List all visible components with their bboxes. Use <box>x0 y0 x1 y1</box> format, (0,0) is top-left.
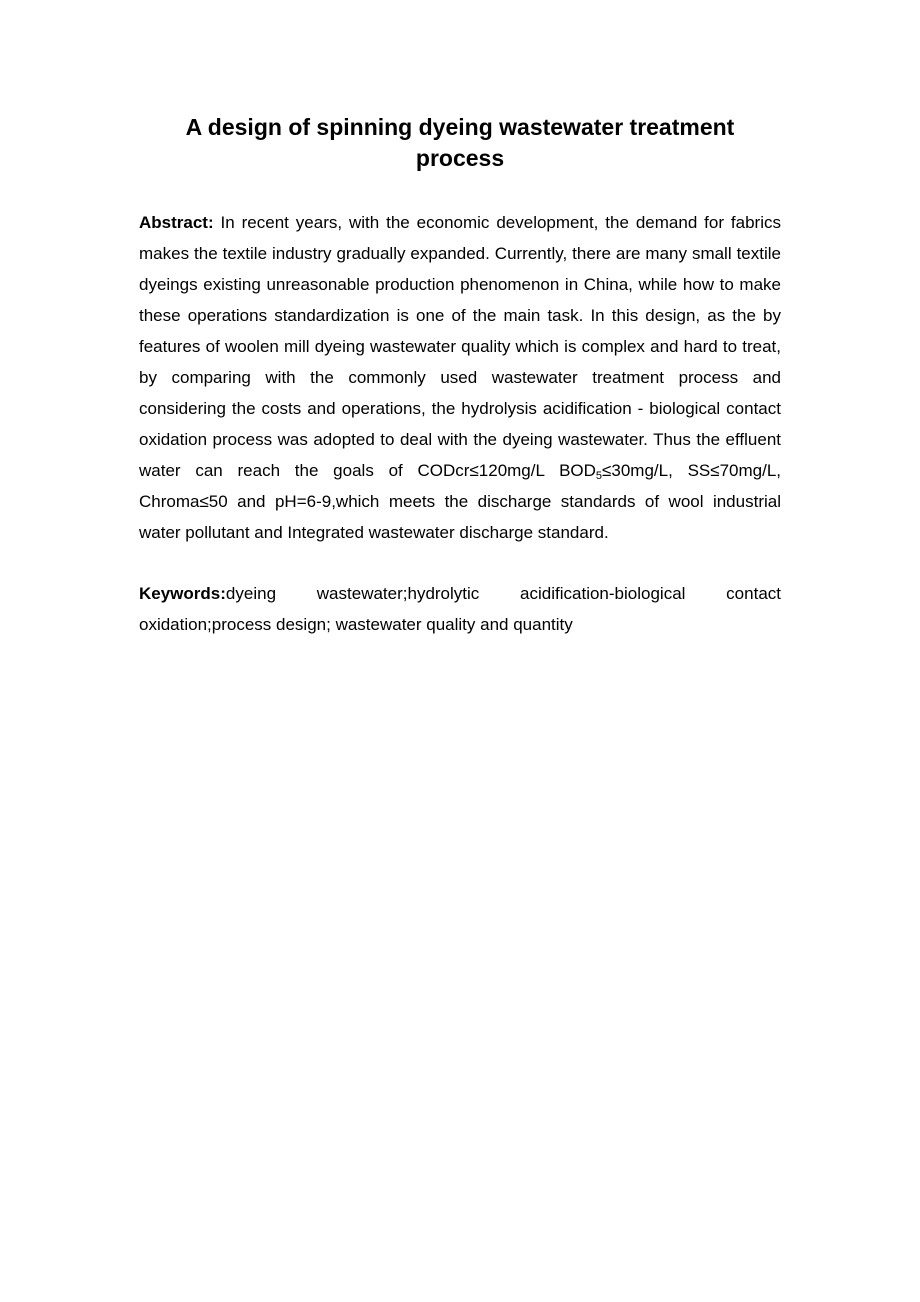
abstract-paragraph <box>139 207 781 548</box>
keywords-label: Keywords: <box>139 584 226 603</box>
document-title: A design of spinning dyeing wastewater treatment process <box>185 114 735 171</box>
keywords-text: dyeing wastewater;hydrolytic acidification-biological contact oxidation;process design; wastewater quality and quantity <box>139 584 781 634</box>
keywords-paragraph <box>139 578 781 640</box>
abstract-text-continued: ≤30mg/L, SS≤70mg/L, Chroma≤50 and pH=6-9,which meets the discharge standards of wool industrial water pollutant and Integrated wastewater discharge standard. <box>139 461 781 542</box>
bod-subscript: 5 <box>595 470 603 482</box>
abstract-label: Abstract: <box>139 213 214 232</box>
abstract-text: In recent years, with the economic development, the demand for fabrics makes the textile industry gradually expanded. Currently, there are many small textile dyeings existing unreasonable production phenomenon in China, while how to make these operations standardization is one of the main task. In this design, as the by features of woolen mill dyeing wastewater quality which is complex and hard to treat, by comparing with the commonly used wastewater treatment process and considering the costs and operations, the hydrolysis acidification - biological contact oxidation process was adopted to deal with the dyeing wastewater. Thus the effluent water can reach the goals of CODcr≤120mg/L BOD <box>139 213 781 480</box>
